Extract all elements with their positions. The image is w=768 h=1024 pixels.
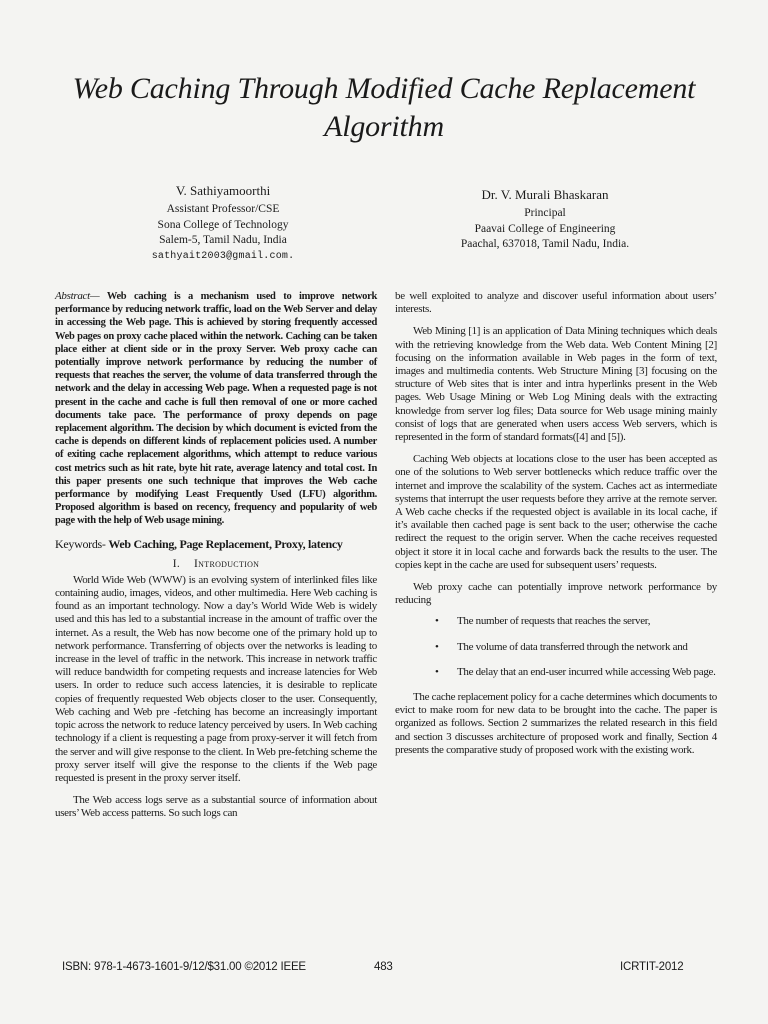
list-item-text: The volume of data transferred through the network and <box>457 640 688 653</box>
author-email: sathyait2003@gmail.com. <box>151 250 295 262</box>
bullet-list <box>395 615 717 679</box>
abstract-label: Abstract— <box>55 290 100 302</box>
left-column <box>55 290 377 830</box>
author-location: Paachal, 637018, Tamil Nadu, India. <box>460 238 630 250</box>
list-item-text: The delay that an end-user incurred while accessing Web page. <box>457 665 716 678</box>
body-paragraph: The Web access logs serve as a substantial source of information about users’ Web access patterns. So such logs can <box>55 794 377 820</box>
body-paragraph: Web Mining [1] is an application of Data Mining techniques which deals with the retrieving knowledge from the Web data. Web Content Mining [2] focusing on the information available in Web pages in the form of text, images and multimedia contents. Web Structure Mining [3] focusing on the structure of Web sites that is inter and intra hyperlinks present in the Web pages. Web Usage Mining or Web Log Mining deals with the extracting knowledge from server log files; Data source for Web usage mining mainly consist of logs that are generated when users access Web servers, which is represented in the form of standard formats([4] and [5]). <box>395 325 717 444</box>
author-role: Assistant Professor/CSE <box>166 203 280 215</box>
author-block-2 <box>395 186 695 253</box>
list-item-text: The number of requests that reaches the server, <box>457 615 651 628</box>
author-affiliation: Sona College of Technology <box>157 218 289 231</box>
author-name: Dr. V. Murali Bhaskaran <box>481 187 609 202</box>
keywords-label: Keywords- <box>55 536 109 551</box>
bullet-icon: • <box>435 665 439 678</box>
footer-isbn: ISBN: 978-1-4673-1601-9/12/$31.00 ©2012 IEEE <box>62 961 306 973</box>
footer-page-number: 483 <box>374 961 393 973</box>
author-role: Principal <box>524 207 566 219</box>
section-heading-introduction <box>55 558 377 571</box>
abstract-text: Web caching is a mechanism used to improve network performance by reducing network traffic, load on the Web Server and delay in accessing the Web page. This is achieved by storing frequently accessed Web pages on proxy cache placed within the network. Caching can be taken place either at client side or in the proxy Server. Web proxy cache can potentially improve network performance by reducing the number of requests that reaches the server, the volume of data transferred through the network and the delay in accessing Web page. When a requested page is not present in the cache and cache is full then removal of one or more cached documents take pace. The performance of proxy depends on page replacement algorithm. The decision by which document is evicted from the cache is depends on different kinds of replacement policies used. A number of exiting cache replacement algorithms, which attempt to reduce various cost metrics such as hit rate, byte hit rate, average latency and total cost. In this paper presents one such technique that improves the Web cache performance by modifying Least Frequently Used (LFU) algorithm. Proposed algorithm is based on recency, frequency and popularity of web page with the help of Web usage mining. <box>55 291 377 527</box>
keywords-text: Web Caching, Page Replacement, Proxy, latency <box>108 536 343 551</box>
list-item <box>395 666 717 679</box>
bullet-icon: • <box>435 615 439 628</box>
body-paragraph: World Wide Web (WWW) is an evolving system of interlinked files like containing audio, images, videos, and other multimedia. Here Web caching is found as an important technology. Now a day’s World Wide Web is widely used and this has led to a substantial increase in the amount of traffic over the internet. As a result, the Web has now become one of the primary hold up to network performance. Transferring of objects over the networks is leading to increase in the level of traffic in the network. This increase in network traffic will reduce bandwidth for competing requests and increase latencies for Web users. In order to reduce such access latencies, it is desirable to replicate copies of frequently requested Web objects closer to the user. Consequently, Web caching and Web pre -fetching has become an increasingly important topic across the network to reduce latency perceived by users. In Web caching technology if a client is requesting a page from proxy-server it will fetch from the server and will give response to the client. In Web pre-fetching scheme the proxy server itself will give the response to the clients if the Web page requested is present in the proxy server itself. <box>55 573 377 784</box>
author-name: V. Sathiyamoorthi <box>175 183 271 198</box>
body-paragraph: be well exploited to analyze and discover useful information about users’ interests. <box>395 290 717 316</box>
section-number: I. <box>172 557 181 570</box>
author-location: Salem-5, Tamil Nadu, India <box>159 234 287 246</box>
author-affiliation: Paavai College of Engineering <box>474 222 616 235</box>
keywords <box>55 537 377 552</box>
author-block-1 <box>103 182 343 264</box>
bullet-icon: • <box>435 640 439 653</box>
body-paragraph: Caching Web objects at locations close to the user has been accepted as one of the solutions to Web server bottlenecks which reduce traffic over the internet and improve the scalability of the system. Caches act as intermediate systems that interrupt the user requests before they arrive at the remote server. A Web cache checks if the requested object is available in its local cache, if it’s available then cached page is sent back to the user; otherwise the cache redirect the request to the origin server. When the cache receives requested object it store it in local cache and forwards back the results to the user. The copies kept in the cache are used for subsequent users’ requests. <box>395 453 717 571</box>
section-title: Introduction <box>194 557 260 570</box>
body-paragraph: Web proxy cache can potentially improve network performance by reducing <box>395 581 717 607</box>
body-paragraph: The cache replacement policy for a cache determines which documents to evict to make room for new data to be brought into the cache. The paper is organized as follows. Section 2 summarizes the related research in this field and section 3 discusses architecture of proposed work and finally, Section 4 presents the comparative study of proposed work with the existing work. <box>395 691 717 756</box>
list-item <box>395 641 717 654</box>
abstract <box>55 290 377 528</box>
list-item <box>395 615 717 628</box>
paper-title: Web Caching Through Modified Cache Replacement Algorithm <box>72 72 696 143</box>
footer-conference: ICRTIT-2012 <box>620 961 684 973</box>
right-column <box>395 290 717 766</box>
